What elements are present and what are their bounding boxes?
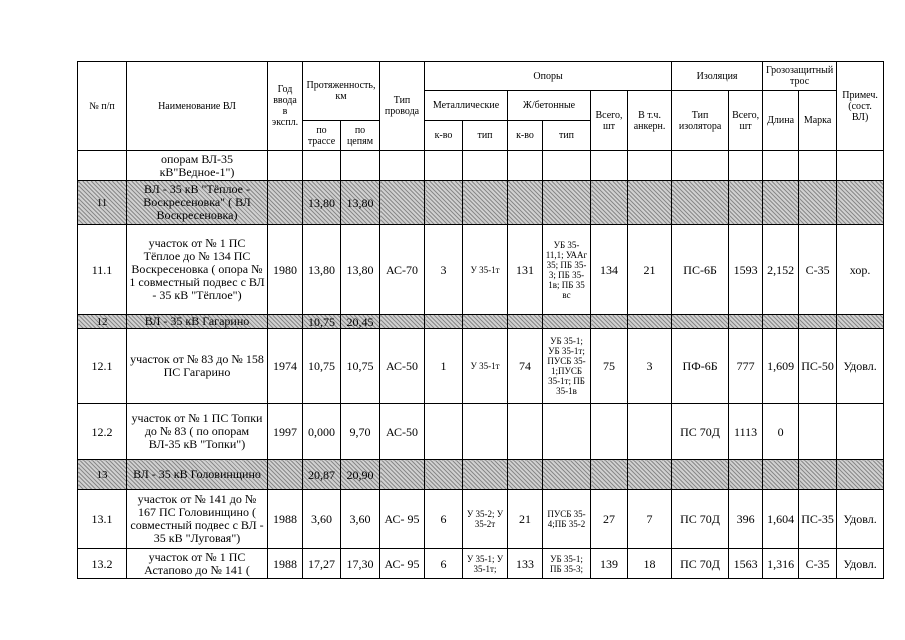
row-num: 11.1	[78, 225, 127, 315]
row-len-circuit: 13,80	[341, 225, 380, 315]
header-anchor: В т.ч. анкерн.	[628, 91, 672, 151]
row-year: 1997	[268, 404, 303, 460]
row-total: 75	[591, 329, 628, 404]
row-ins-total: 396	[729, 490, 763, 549]
row-note: Удовл.	[837, 329, 884, 404]
row-name: опорам ВЛ-35 кВ"Ведное-1")	[127, 151, 268, 181]
header-num: № п/п	[78, 62, 127, 151]
row-wire: АС- 95	[380, 490, 425, 549]
header-gw-brand: Марка	[799, 91, 837, 151]
row-gw-brand: С-35	[799, 549, 837, 579]
header-metal-qty: к-во	[425, 121, 463, 151]
header-concrete-type: тип	[543, 121, 591, 151]
header-insulator-type: Тип изолятора	[672, 91, 729, 151]
header-concrete-qty: к-во	[508, 121, 543, 151]
row-name: участок от № 83 до № 158 ПС Гагарино	[127, 329, 268, 404]
row-len-circuit: 10,75	[341, 329, 380, 404]
row-wire: АС-70	[380, 225, 425, 315]
row-len-route: 13,80	[303, 225, 341, 315]
row-len-route: 3,60	[303, 490, 341, 549]
row-anchor: 3	[628, 329, 672, 404]
header-length-circuit: по цепям	[341, 121, 380, 151]
row-name: ВЛ - 35 кВ Головинщино	[127, 460, 268, 490]
row-name: ВЛ - 35 кВ "Тёплое - Воскресеновка" ( ВЛ Воскресеновка)	[127, 181, 268, 225]
row-num: 12	[78, 315, 127, 329]
group-row	[78, 181, 884, 225]
row-name: участок от № 1 ПС Астапово до № 141 (	[127, 549, 268, 579]
row-metal-qty: 6	[425, 490, 463, 549]
row-len-circuit: 3,60	[341, 490, 380, 549]
header-note: Примеч. (сост. ВЛ)	[837, 62, 884, 151]
row-len-circuit: 9,70	[341, 404, 380, 460]
row-num: 11	[78, 181, 127, 225]
row-len-circuit: 20,45	[341, 315, 380, 329]
row-year: 1988	[268, 490, 303, 549]
row-metal-type: У 35-2; У 35-2т	[463, 490, 508, 549]
power-lines-table	[77, 61, 884, 579]
row-gw-len: 1,316	[763, 549, 799, 579]
row-note: Удовл.	[837, 490, 884, 549]
row-len-route: 10,75	[303, 329, 341, 404]
row-year: 1980	[268, 225, 303, 315]
row-total: 27	[591, 490, 628, 549]
row-num: 13	[78, 460, 127, 490]
row-conc-qty: 131	[508, 225, 543, 315]
header-insulator-total: Всего, шт	[729, 91, 763, 151]
header-total: Всего, шт	[591, 91, 628, 151]
row-ins-type: ПС 70Д	[672, 490, 729, 549]
group-row	[78, 460, 884, 490]
header-gw-length: Длина	[763, 91, 799, 151]
row-ins-type: ПС 70Д	[672, 404, 729, 460]
header-name: Наименование ВЛ	[127, 62, 268, 151]
row-gw-brand: ПС-35	[799, 490, 837, 549]
row-conc-type: ПУСБ 35-4;ПБ 35-2	[543, 490, 591, 549]
row-note: хор.	[837, 225, 884, 315]
header-metal: Металлические	[425, 91, 508, 121]
row-num: 13.2	[78, 549, 127, 579]
row-gw-len: 1,609	[763, 329, 799, 404]
row-note: Удовл.	[837, 549, 884, 579]
row-metal-type: У 35-1; У 35-1т;	[463, 549, 508, 579]
row-metal-qty: 1	[425, 329, 463, 404]
row-wire: АС- 95	[380, 549, 425, 579]
header-length: Протяженность, км	[303, 62, 380, 121]
row-gw-brand: С-35	[799, 225, 837, 315]
row-num: 12.1	[78, 329, 127, 404]
row-ins-total: 1563	[729, 549, 763, 579]
row-len-route: 17,27	[303, 549, 341, 579]
table-row	[78, 490, 884, 549]
row-num: 13.1	[78, 490, 127, 549]
row-year: 1974	[268, 329, 303, 404]
header-insulation: Изоляция	[672, 62, 763, 91]
row-total: 134	[591, 225, 628, 315]
row-len-route: 20,87	[303, 460, 341, 490]
header-length-route: по трассе	[303, 121, 341, 151]
table-row	[78, 151, 884, 181]
row-ins-total: 1593	[729, 225, 763, 315]
row-len-circuit: 13,80	[341, 181, 380, 225]
row-len-route: 0,000	[303, 404, 341, 460]
header-wire-type: Тип провода	[380, 62, 425, 151]
group-row	[78, 315, 884, 329]
row-conc-qty: 133	[508, 549, 543, 579]
row-gw-len: 2,152	[763, 225, 799, 315]
row-num: 12.2	[78, 404, 127, 460]
row-ins-type: ПС 70Д	[672, 549, 729, 579]
header-supports: Опоры	[425, 62, 672, 91]
row-len-route: 13,80	[303, 181, 341, 225]
row-gw-brand: ПС-50	[799, 329, 837, 404]
row-len-circuit: 17,30	[341, 549, 380, 579]
row-metal-qty: 6	[425, 549, 463, 579]
row-wire: АС-50	[380, 329, 425, 404]
row-wire: АС-50	[380, 404, 425, 460]
header-ground-wire: Грозозащитный трос	[763, 62, 837, 91]
row-ins-total: 1113	[729, 404, 763, 460]
row-anchor: 7	[628, 490, 672, 549]
row-len-circuit: 20,90	[341, 460, 380, 490]
header-year: Год ввода в экспл.	[268, 62, 303, 151]
row-gw-len: 1,604	[763, 490, 799, 549]
row-conc-type: УБ 35-1; ПБ 35-3;	[543, 549, 591, 579]
row-conc-qty: 74	[508, 329, 543, 404]
row-gw-len: 0	[763, 404, 799, 460]
row-conc-type: УБ 35-11,1; УААг 35; ПБ 35-3; ПБ 35-1в; ПБ 35 вс	[543, 225, 591, 315]
row-name: участок от № 1 ПС Топки до № 83 ( по опорам ВЛ-35 кВ "Топки")	[127, 404, 268, 460]
row-ins-type: ПФ-6Б	[672, 329, 729, 404]
row-ins-total: 777	[729, 329, 763, 404]
row-ins-type: ПС-6Б	[672, 225, 729, 315]
row-total: 139	[591, 549, 628, 579]
header-concrete: Ж/бетонные	[508, 91, 591, 121]
header-metal-type: тип	[463, 121, 508, 151]
row-name: ВЛ - 35 кВ Гагарино	[127, 315, 268, 329]
row-conc-type: УБ 35-1; УБ 35-1т; ПУСБ 35-1;ПУСБ 35-1т; ПБ 35-1в	[543, 329, 591, 404]
row-name: участок от № 1 ПС Тёплое до № 134 ПС Воскресеновка ( опора № 1 совместный подвес с ВЛ - 35 кВ "Тёплое")	[127, 225, 268, 315]
row-anchor: 21	[628, 225, 672, 315]
table-row	[78, 225, 884, 315]
row-name: участок от № 141 до № 167 ПС Головинщино ( совместный подвес с ВЛ - 35 кВ "Луговая")	[127, 490, 268, 549]
row-conc-qty: 21	[508, 490, 543, 549]
row-year: 1988	[268, 549, 303, 579]
table-row	[78, 549, 884, 579]
row-len-route: 10,75	[303, 315, 341, 329]
row-metal-type: У 35-1т	[463, 329, 508, 404]
row-metal-qty: 3	[425, 225, 463, 315]
table-row	[78, 404, 884, 460]
table-row	[78, 329, 884, 404]
row-metal-type: У 35-1т	[463, 225, 508, 315]
row-anchor: 18	[628, 549, 672, 579]
